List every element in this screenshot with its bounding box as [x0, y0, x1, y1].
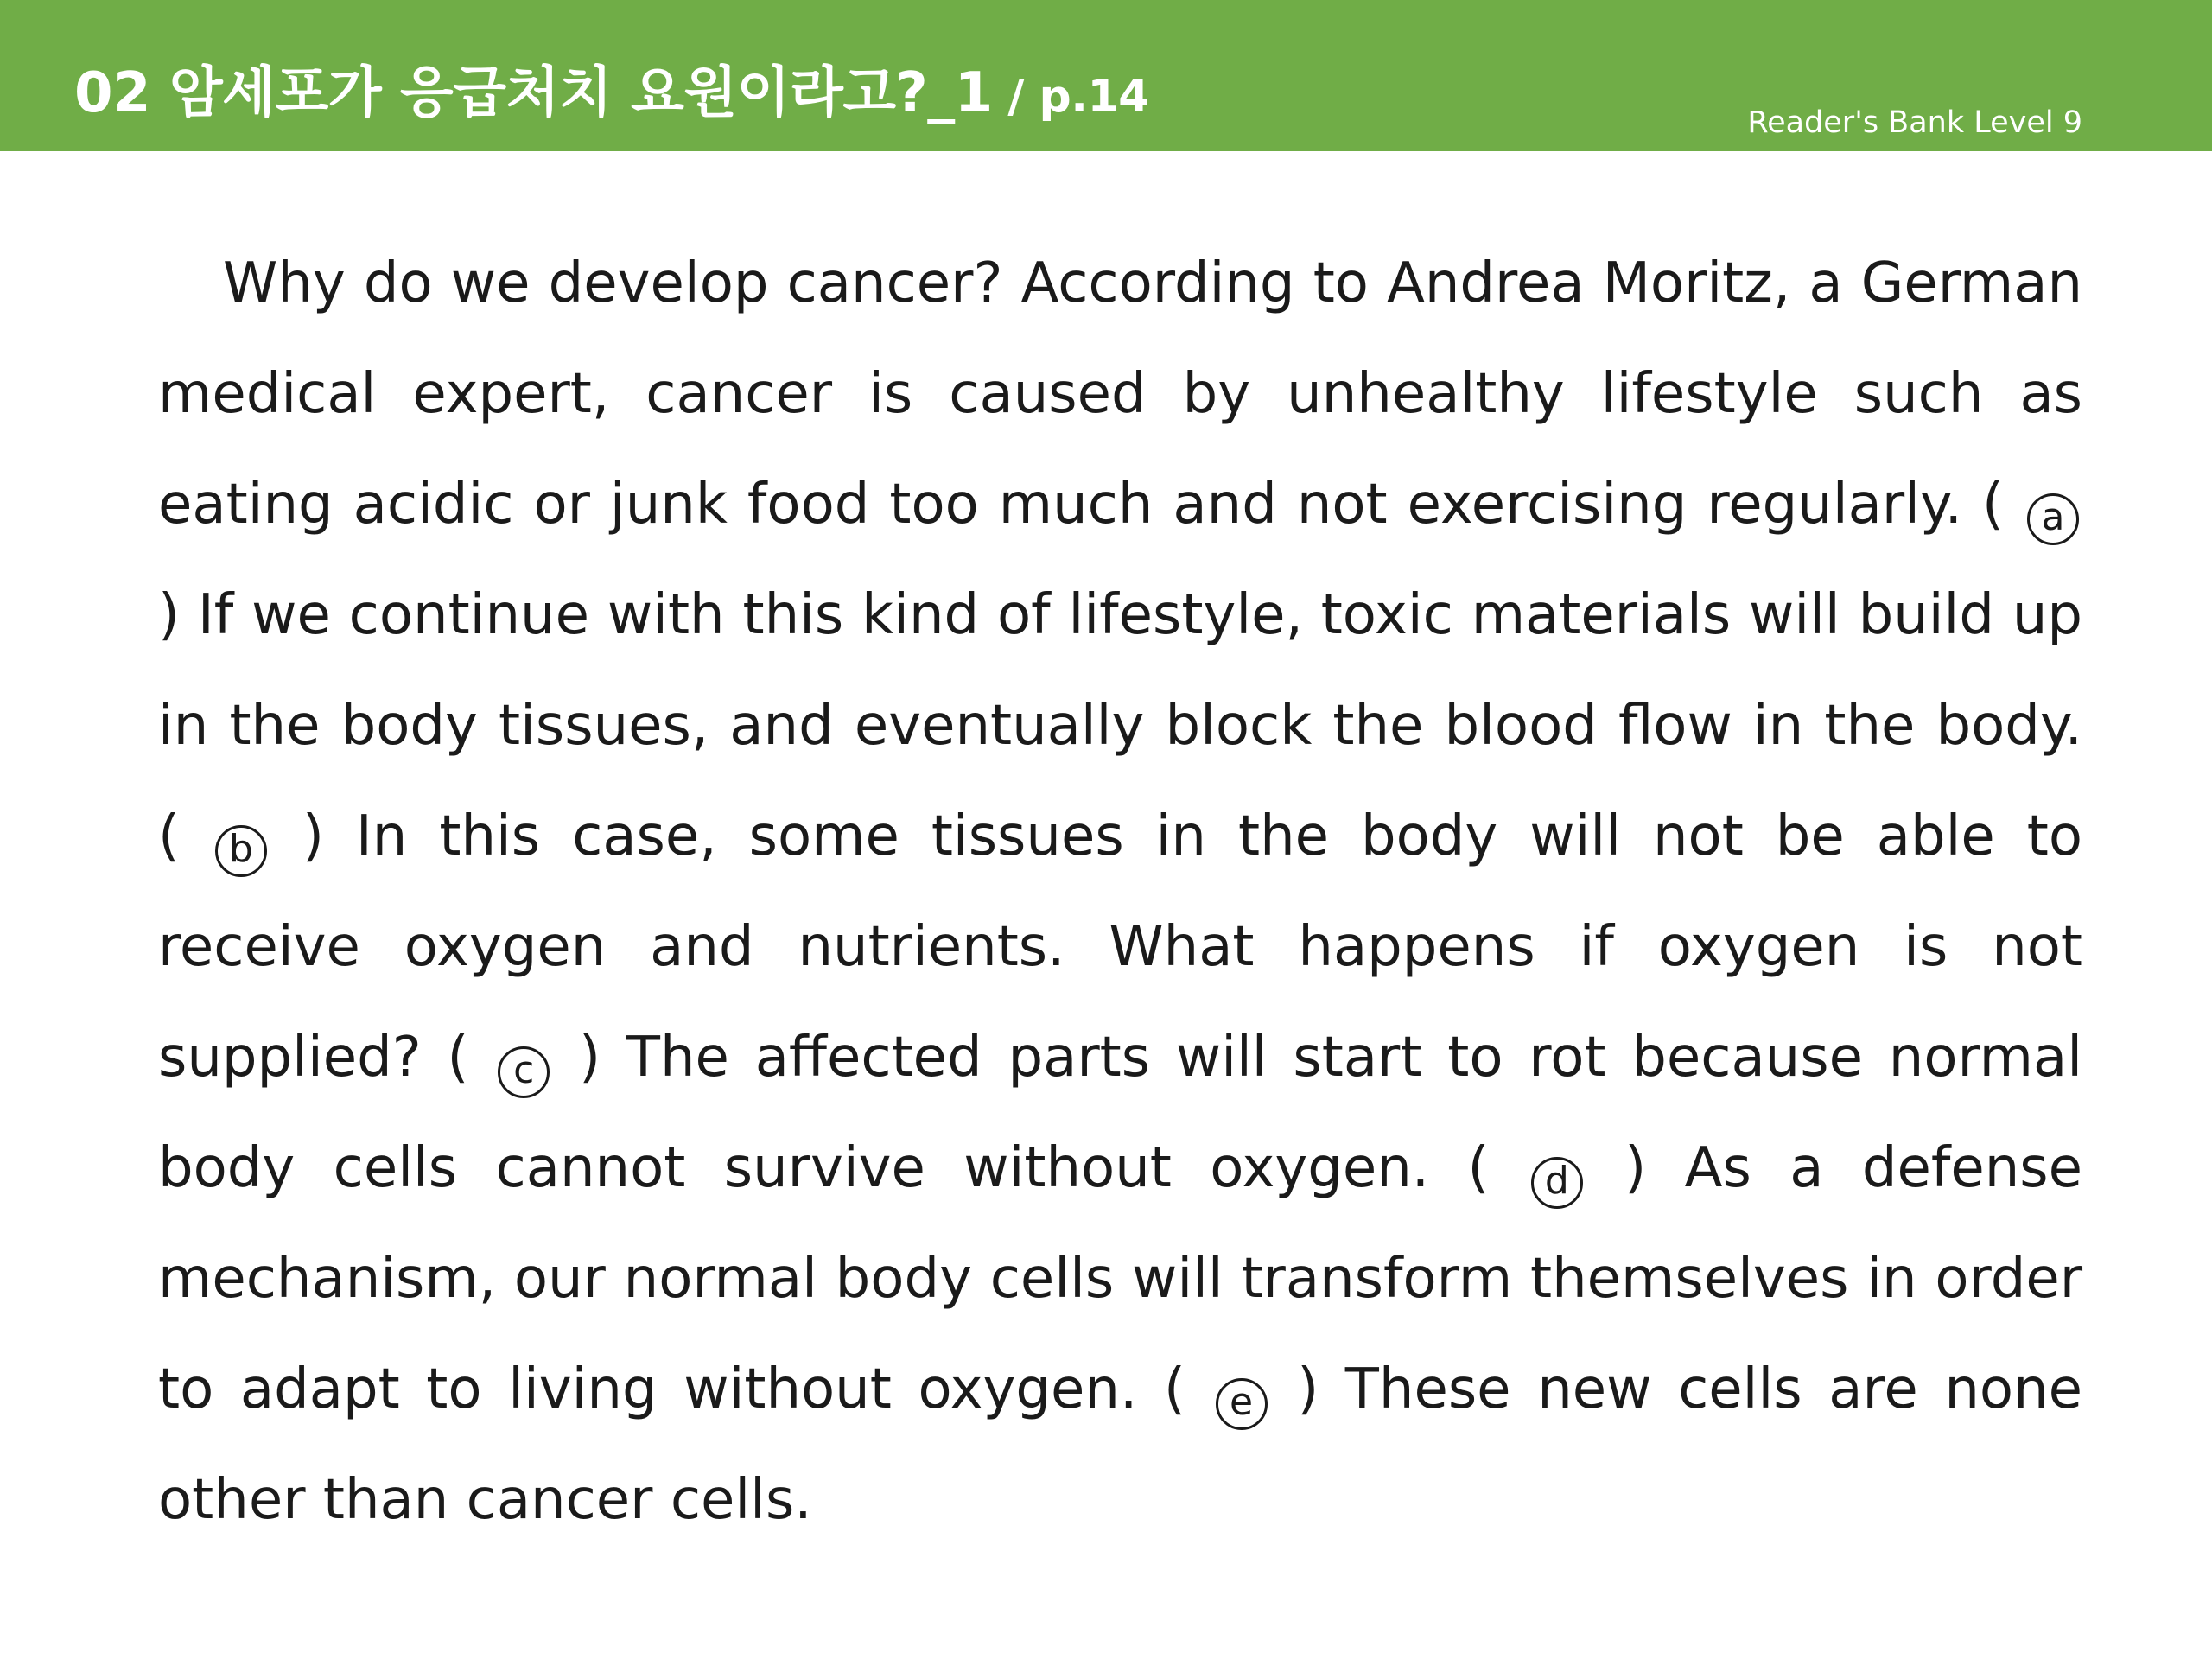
book-brand: Reader's Bank Level 9: [1747, 105, 2082, 140]
passage-segment: ) As a defense mechanism, our normal body cells will transform themselves in order to adapt to living without oxygen. (: [158, 1136, 2083, 1421]
passage-segment: Why do we develop cancer? According to Andrea Moritz, a German medical expert, cancer is caused by unhealthy lifestyle such as eating acidic or junk food too much and not exercising regularly. (: [158, 251, 2082, 537]
blank-marker-b: b: [215, 825, 267, 877]
passage-segment: ) In this case, some tissues in the body will not be able to receive oxygen and nutrients. What happens if oxygen is not supplied? (: [158, 804, 2083, 1090]
page-reference: / p.14: [992, 71, 1149, 123]
passage-segment: ) These new cells are none other than cancer cells.: [158, 1357, 2083, 1532]
blank-marker-d: d: [1531, 1157, 1583, 1209]
header-bar: [0, 0, 2212, 151]
page-title: [74, 59, 1149, 131]
passage-segment: ) The affected parts will start to rot because normal body cells cannot survive without oxygen. (: [158, 1026, 2083, 1200]
passage-segment: ) If we continue with this kind of lifestyle, toxic materials will build up in the body tissues, and eventually block the blood flow in the body. (: [158, 583, 2082, 868]
reading-passage: [158, 228, 2082, 1555]
blank-marker-c: c: [498, 1046, 550, 1098]
blank-marker-a: a: [2027, 493, 2079, 545]
blank-marker-e: e: [1216, 1378, 1268, 1430]
lesson-title: 02 암세포가 응급처치 요원이라고?_1: [74, 61, 993, 125]
